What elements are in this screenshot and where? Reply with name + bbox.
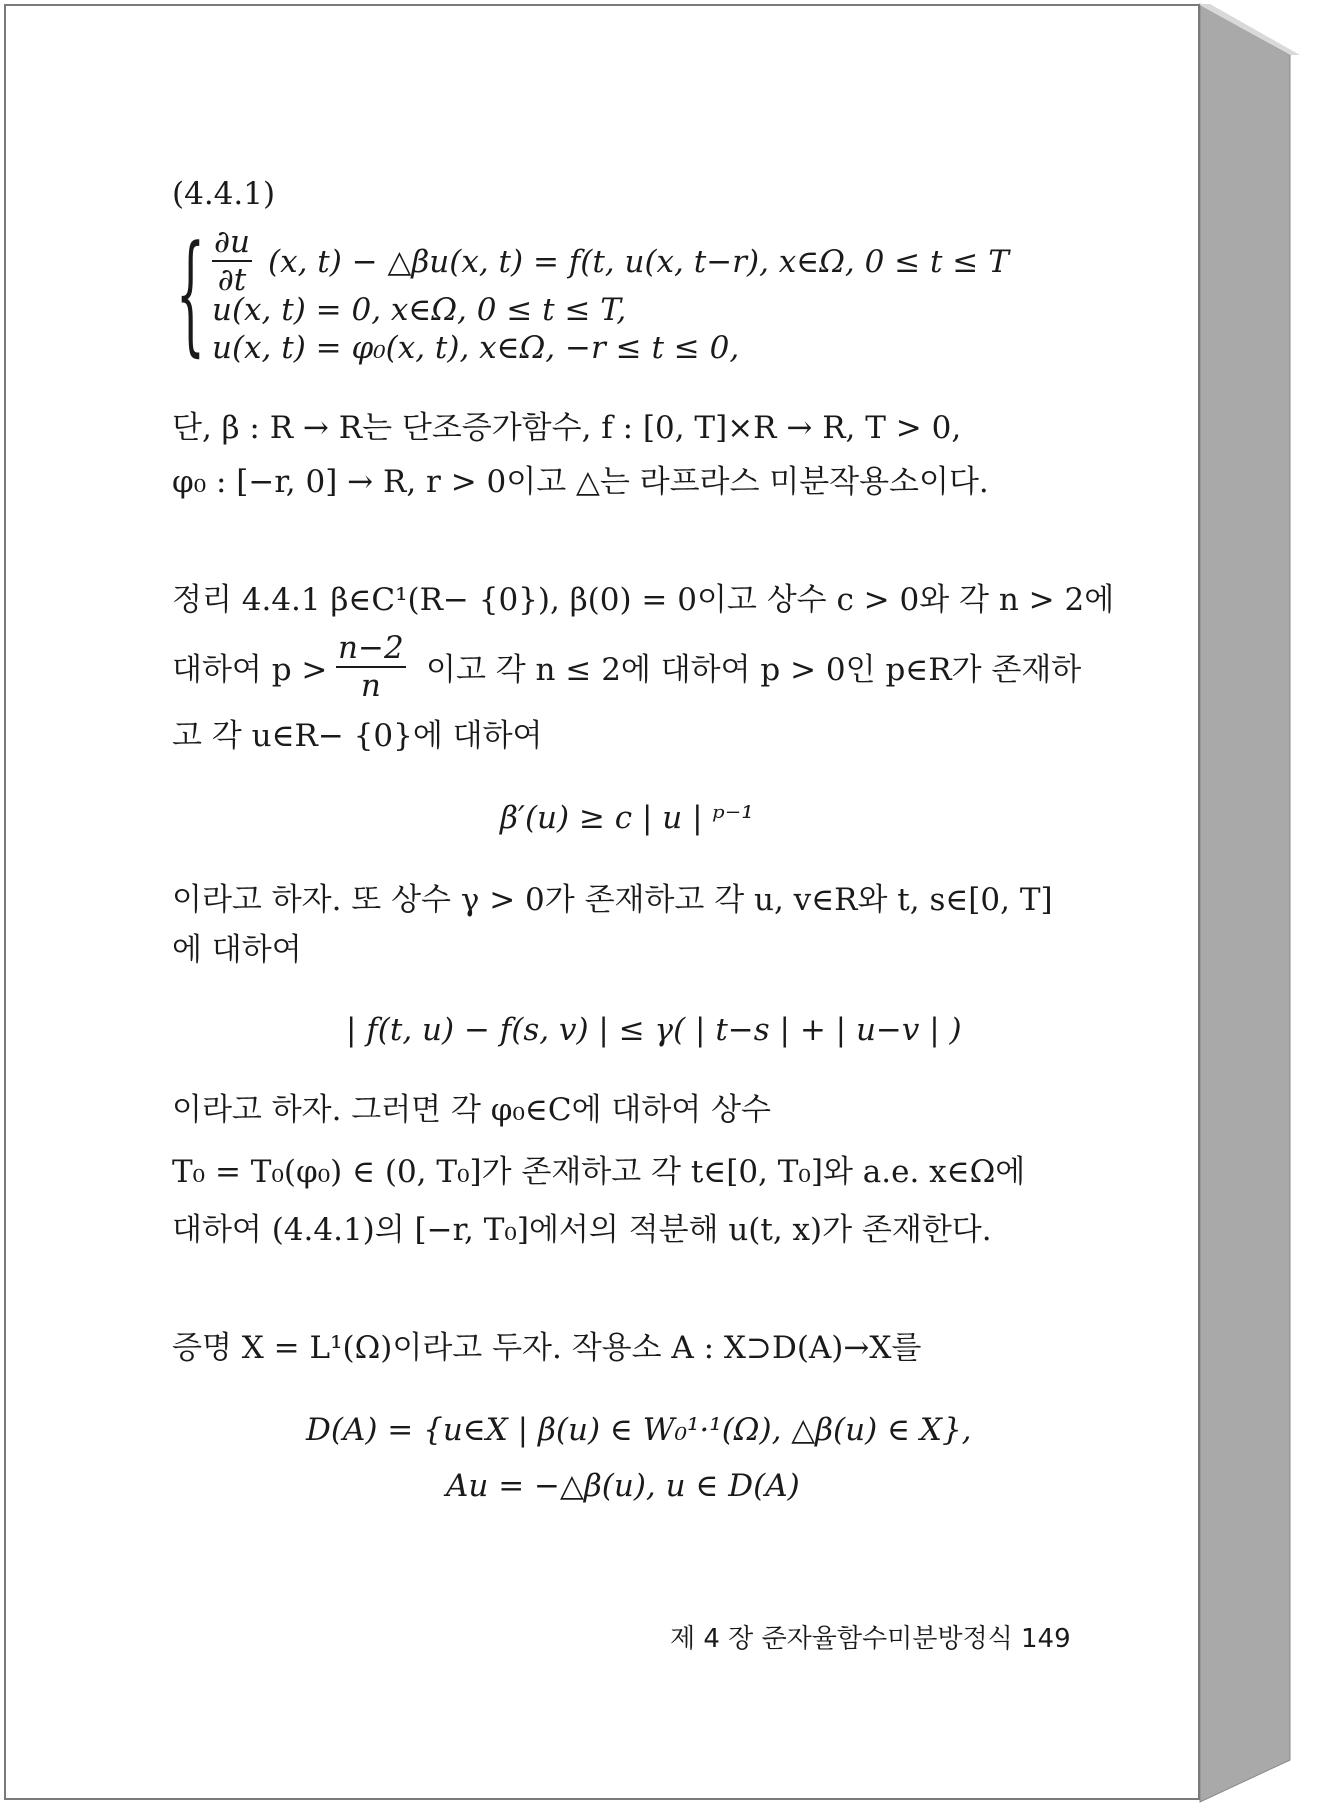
book-page [4, 4, 1200, 1800]
theorem-line-7: T₀ = T₀(φ₀) ∈ (0, T₀]가 존재하고 각 t∈[0, T₀]와 a.e. x∈Ω에 [172, 1154, 1026, 1190]
theorem-line-5: 에 대하여 [172, 932, 302, 968]
theorem-line-1: 정리 4.4.1 β∈C¹(R− {0}), β(0) = 0이고 상수 c > 0와 각 n > 2에 [172, 582, 1115, 618]
theorem-fraction-denominator: n [360, 668, 381, 704]
system-brace: { [176, 217, 205, 369]
equation-label: (4.4.1) [172, 176, 276, 212]
theorem-fraction-numerator: n−2 [338, 630, 404, 666]
page-footer: 제 4 장 준자율함수미분방정식 149 [670, 1624, 1071, 1654]
theorem-equation-1: β′(u) ≥ c | u | ᵖ⁻¹ [500, 800, 754, 836]
system-line-2: u(x, t) = 0, x∈Ω, 0 ≤ t ≤ T, [212, 292, 627, 328]
system-line-1: (x, t) − △βu(x, t) = f(t, u(x, t−r), x∈Ω, 0 ≤ t ≤ T [268, 244, 1009, 280]
proof-line-1: 증명 X = L¹(Ω)이라고 두자. 작용소 A : X⊃D(A)→X를 [172, 1330, 922, 1366]
theorem-line-2-pre: 대하여 p > [172, 652, 328, 688]
theorem-equation-2: | f(t, u) − f(s, v) | ≤ γ( | t−s | + | u−v | ) [346, 1012, 962, 1048]
proof-equation-1: D(A) = {u∈X | β(u) ∈ W₀¹·¹(Ω), △β(u) ∈ X}, [306, 1412, 972, 1448]
para1-line-1: 단, β : R → R는 단조증가함수, f : [0, T]×R → R, T > 0, [172, 410, 962, 446]
system-line-3: u(x, t) = φ₀(x, t), x∈Ω, −r ≤ t ≤ 0, [212, 330, 740, 366]
proof-equation-2: Au = −△β(u), u ∈ D(A) [446, 1468, 800, 1504]
para1-line-2: φ₀ : [−r, 0] → R, r > 0이고 △는 라프라스 미분작용소이다. [172, 464, 989, 500]
fraction-denominator: ∂t [217, 262, 247, 298]
theorem-line-3: 고 각 u∈R− {0}에 대하여 [172, 718, 543, 754]
fraction-numerator: ∂u [214, 224, 250, 260]
theorem-line-2-post: 이고 각 n ≤ 2에 대하여 p > 0인 p∈R가 존재하 [426, 652, 1082, 688]
theorem-line-6: 이라고 하자. 그러면 각 φ₀∈C에 대하여 상수 [172, 1092, 771, 1128]
partial-fraction [212, 224, 252, 298]
theorem-fraction [336, 630, 406, 704]
theorem-line-8: 대하여 (4.4.1)의 [−r, T₀]에서의 적분해 u(t, x)가 존재한다. [172, 1212, 992, 1248]
theorem-line-4: 이라고 하자. 또 상수 γ > 0가 존재하고 각 u, v∈R와 t, s∈[0, T] [172, 882, 1053, 918]
